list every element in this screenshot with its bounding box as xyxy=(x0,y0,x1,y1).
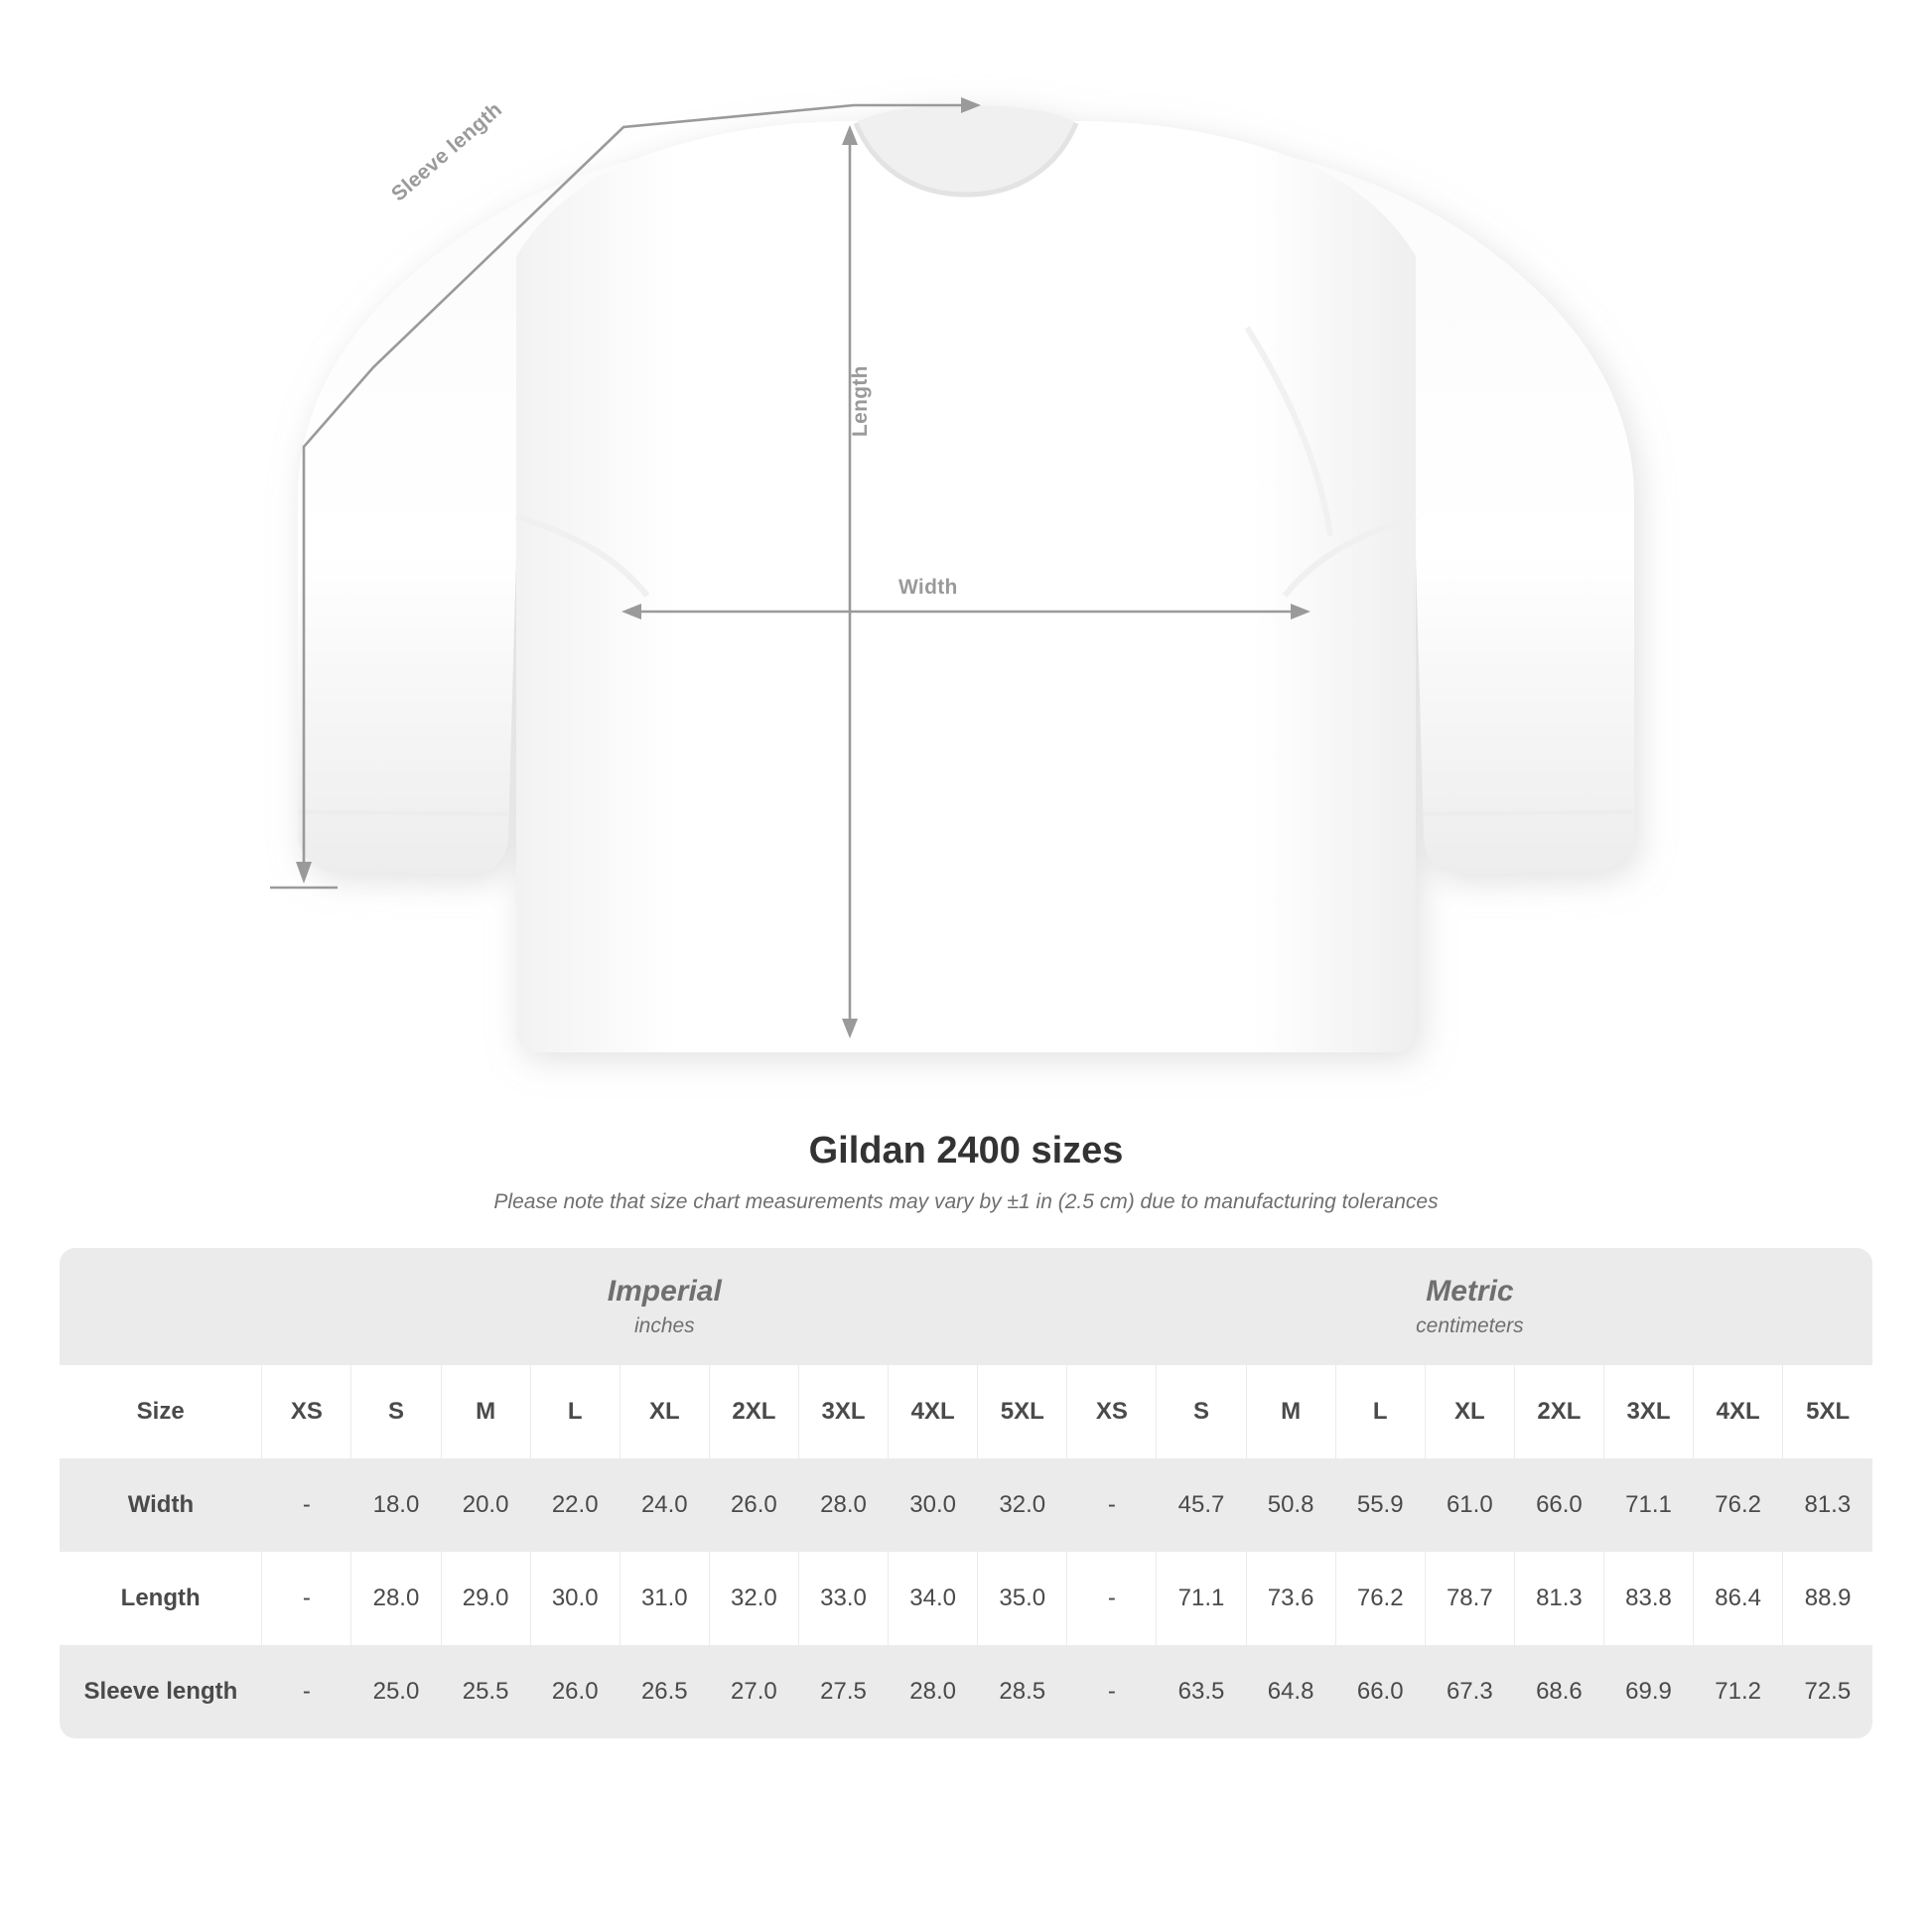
cell-length-imperial-s: 28.0 xyxy=(351,1552,441,1645)
cell-sleeve-imperial-3xl: 27.5 xyxy=(798,1645,888,1738)
cell-sleeve-imperial-xl: 26.5 xyxy=(620,1645,709,1738)
cell-width-imperial-xs: - xyxy=(262,1458,351,1552)
metric-label: Metric xyxy=(1426,1275,1514,1308)
cell-sleeve-metric-s: 63.5 xyxy=(1157,1645,1246,1738)
table-row xyxy=(60,1645,1872,1738)
cell-length-metric-l: 76.2 xyxy=(1335,1552,1425,1645)
size-header-imperial-xs: XS xyxy=(262,1365,351,1458)
metric-group-header xyxy=(1067,1248,1872,1365)
cell-sleeve-metric-m: 64.8 xyxy=(1246,1645,1335,1738)
size-header-metric-s: S xyxy=(1157,1365,1246,1458)
imperial-group-header xyxy=(262,1248,1067,1365)
cell-width-metric-xs: - xyxy=(1067,1458,1157,1552)
cell-sleeve-metric-5xl: 72.5 xyxy=(1783,1645,1872,1738)
size-header-metric-xl: XL xyxy=(1425,1365,1514,1458)
tolerance-note: Please note that size chart measurements may vary by ±1 in (2.5 cm) due to manufacturing tolerances xyxy=(493,1190,1439,1213)
cell-sleeve-metric-xl: 67.3 xyxy=(1425,1645,1514,1738)
cell-length-imperial-5xl: 35.0 xyxy=(978,1552,1067,1645)
imperial-sublabel: inches xyxy=(633,1314,695,1337)
cell-width-imperial-xl: 24.0 xyxy=(620,1458,709,1552)
cell-width-metric-3xl: 71.1 xyxy=(1603,1458,1693,1552)
size-table xyxy=(60,1248,1872,1738)
size-header-row xyxy=(60,1365,1872,1458)
size-header-label: Size xyxy=(60,1365,262,1458)
cell-sleeve-imperial-xs: - xyxy=(262,1645,351,1738)
cell-sleeve-imperial-m: 25.5 xyxy=(441,1645,530,1738)
size-header-imperial-s: S xyxy=(351,1365,441,1458)
cell-sleeve-metric-4xl: 71.2 xyxy=(1694,1645,1783,1738)
cell-length-imperial-4xl: 34.0 xyxy=(889,1552,978,1645)
cell-width-metric-m: 50.8 xyxy=(1246,1458,1335,1552)
cell-sleeve-imperial-2xl: 27.0 xyxy=(709,1645,798,1738)
cell-width-imperial-5xl: 32.0 xyxy=(978,1458,1067,1552)
cell-length-metric-2xl: 81.3 xyxy=(1514,1552,1603,1645)
cell-sleeve-metric-2xl: 68.6 xyxy=(1514,1645,1603,1738)
cell-width-imperial-s: 18.0 xyxy=(351,1458,441,1552)
width-dimension-label: Width xyxy=(898,576,958,599)
cell-width-imperial-m: 20.0 xyxy=(441,1458,530,1552)
cell-width-metric-xl: 61.0 xyxy=(1425,1458,1514,1552)
cell-width-metric-s: 45.7 xyxy=(1157,1458,1246,1552)
cell-length-imperial-l: 30.0 xyxy=(530,1552,620,1645)
cell-sleeve-metric-xs: - xyxy=(1067,1645,1157,1738)
size-header-imperial-m: M xyxy=(441,1365,530,1458)
sleeve-length-dimension-label: Sleeve length xyxy=(387,97,507,207)
cell-width-metric-2xl: 66.0 xyxy=(1514,1458,1603,1552)
row-label-length: Length xyxy=(60,1552,262,1645)
cell-length-metric-3xl: 83.8 xyxy=(1603,1552,1693,1645)
size-header-imperial-xl: XL xyxy=(620,1365,709,1458)
table-row xyxy=(60,1458,1872,1552)
size-header-metric-2xl: 2XL xyxy=(1514,1365,1603,1458)
cell-sleeve-metric-3xl: 69.9 xyxy=(1603,1645,1693,1738)
cell-length-metric-m: 73.6 xyxy=(1246,1552,1335,1645)
table-corner-cell xyxy=(60,1248,262,1365)
size-header-metric-xs: XS xyxy=(1067,1365,1157,1458)
cell-length-metric-xl: 78.7 xyxy=(1425,1552,1514,1645)
row-label-sleeve-length: Sleeve length xyxy=(60,1645,262,1738)
cell-length-imperial-xs: - xyxy=(262,1552,351,1645)
size-header-metric-m: M xyxy=(1246,1365,1335,1458)
cell-length-metric-xs: - xyxy=(1067,1552,1157,1645)
metric-sublabel: centimeters xyxy=(1416,1314,1524,1337)
cell-length-metric-s: 71.1 xyxy=(1157,1552,1246,1645)
imperial-label: Imperial xyxy=(607,1275,722,1308)
cell-width-imperial-4xl: 30.0 xyxy=(889,1458,978,1552)
unit-header-row xyxy=(60,1248,1872,1365)
cell-length-imperial-2xl: 32.0 xyxy=(709,1552,798,1645)
size-table-wrapper xyxy=(60,1248,1872,1738)
cell-length-metric-5xl: 88.9 xyxy=(1783,1552,1872,1645)
cell-length-imperial-3xl: 33.0 xyxy=(798,1552,888,1645)
cell-sleeve-imperial-4xl: 28.0 xyxy=(889,1645,978,1738)
size-header-imperial-4xl: 4XL xyxy=(889,1365,978,1458)
cell-sleeve-metric-l: 66.0 xyxy=(1335,1645,1425,1738)
cell-width-metric-l: 55.9 xyxy=(1335,1458,1425,1552)
size-header-imperial-3xl: 3XL xyxy=(798,1365,888,1458)
size-header-metric-l: L xyxy=(1335,1365,1425,1458)
cell-length-metric-4xl: 86.4 xyxy=(1694,1552,1783,1645)
cell-sleeve-imperial-s: 25.0 xyxy=(351,1645,441,1738)
size-header-metric-3xl: 3XL xyxy=(1603,1365,1693,1458)
cell-sleeve-imperial-l: 26.0 xyxy=(530,1645,620,1738)
size-header-metric-5xl: 5XL xyxy=(1783,1365,1872,1458)
cell-length-imperial-m: 29.0 xyxy=(441,1552,530,1645)
row-label-width: Width xyxy=(60,1458,262,1552)
length-dimension-label: Length xyxy=(849,365,872,437)
size-header-metric-4xl: 4XL xyxy=(1694,1365,1783,1458)
cell-width-imperial-l: 22.0 xyxy=(530,1458,620,1552)
cell-sleeve-imperial-5xl: 28.5 xyxy=(978,1645,1067,1738)
cell-width-imperial-2xl: 26.0 xyxy=(709,1458,798,1552)
page-title: Gildan 2400 sizes xyxy=(808,1130,1124,1172)
cell-width-metric-4xl: 76.2 xyxy=(1694,1458,1783,1552)
table-row xyxy=(60,1552,1872,1645)
size-header-imperial-5xl: 5XL xyxy=(978,1365,1067,1458)
title-block xyxy=(0,1130,1932,1214)
cell-length-imperial-xl: 31.0 xyxy=(620,1552,709,1645)
size-header-imperial-2xl: 2XL xyxy=(709,1365,798,1458)
cell-width-metric-5xl: 81.3 xyxy=(1783,1458,1872,1552)
size-header-imperial-l: L xyxy=(530,1365,620,1458)
cell-width-imperial-3xl: 28.0 xyxy=(798,1458,888,1552)
